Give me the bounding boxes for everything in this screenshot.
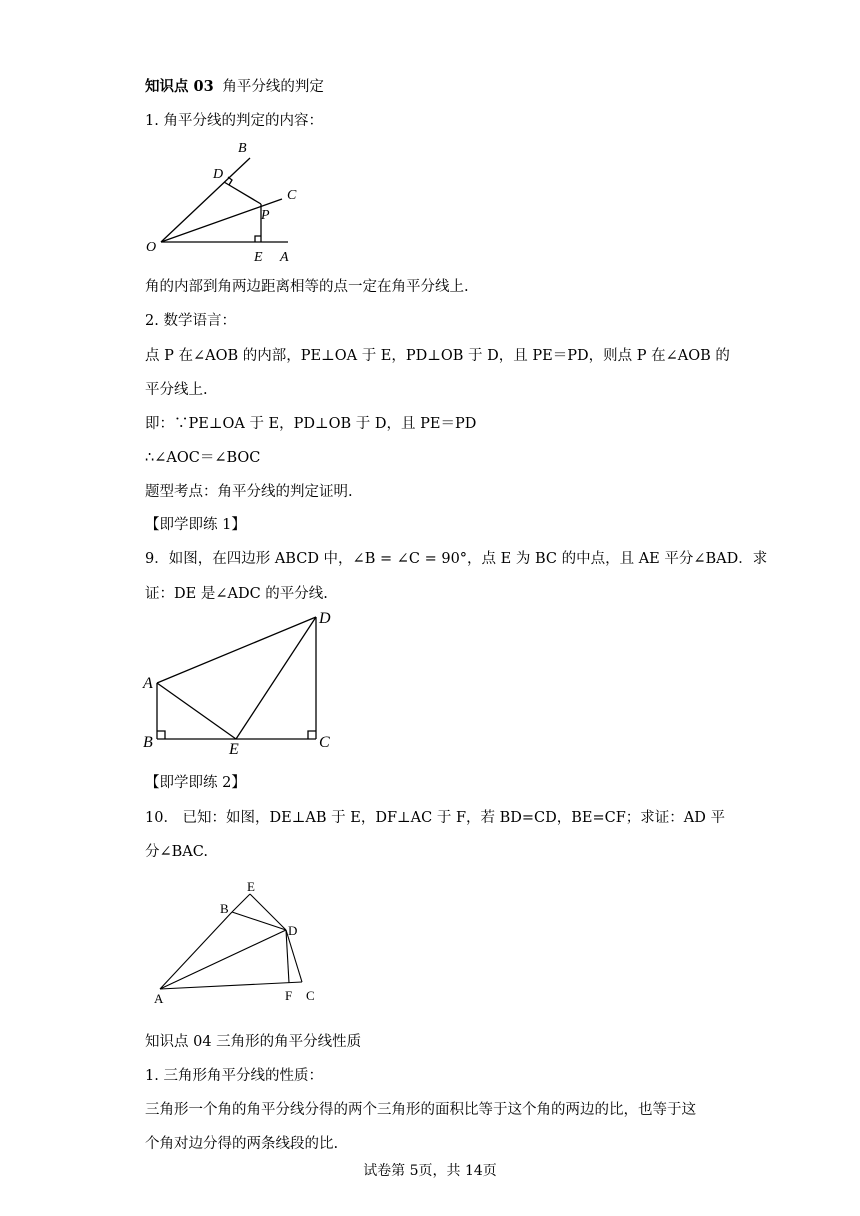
practice2-heading: 【即学即练 2】 [145,775,246,791]
item2-line2: 平分线上. [145,382,208,398]
right-angle-mark-C [308,731,316,739]
label-B: B [143,734,153,751]
item2-line1: 点 P 在∠AOB 的内部，PE⊥OA 于 E，PD⊥OB 于 D，且 PE＝PD，则点 P 在∠AOB 的 [145,348,730,364]
label-O: O [146,240,157,255]
label-A: A [280,250,289,265]
section-number: 知识点 03 [145,78,214,95]
item2-line4: ∴∠AOC＝∠BOC [145,450,261,466]
item2-line3: 即：∵PE⊥OA 于 E，PD⊥OB 于 D，且 PE＝PD [145,416,477,432]
right-angle-mark-B [157,731,165,739]
q9-line1: 9．如图，在四边形 ABCD 中，∠B = ∠C = 90°，点 E 为 BC 的中点，且 AE 平分∠BAD．求 [145,551,768,567]
segment-ED [250,894,286,930]
s4-item1: 1. 三角形角平分线的性质： [145,1068,323,1084]
label-E: E [247,879,255,894]
section-heading-03 [145,75,324,96]
label-A: A [154,991,164,1006]
segment-DE [236,617,316,739]
segment-BE [232,894,250,912]
label-E: E [254,250,263,265]
item2-title: 2. 数学语言： [145,313,236,329]
label-B: B [238,141,247,156]
ray-OB [161,158,250,242]
label-D: D [288,923,298,938]
label-D: D [213,167,224,182]
section-heading-04: 知识点 04 三角形的角平分线性质 [145,1034,362,1050]
figure-angle-bisector [140,135,310,265]
segment-AD [157,617,316,683]
segment-AC [160,982,302,989]
section-title: 角平分线的判定 [222,79,324,95]
label-A: A [143,675,153,692]
figure-triangle-adf [145,875,335,1010]
label-C: C [306,988,315,1003]
q10-line1: 10． 已知：如图，DE⊥AB 于 E，DF⊥AC 于 F，若 BD=CD，BE=CF；求证：AD 平 [145,810,726,826]
q9-line2: 证：DE 是∠ADC 的平分线. [145,586,328,602]
s4-line2: 个角对边分得的两条线段的比. [145,1136,339,1152]
label-B: B [220,901,229,916]
label-D: D [319,610,331,627]
figure-quadrilateral-abcd [140,605,340,758]
q10-line2: 分∠BAC. [145,844,208,860]
segment-AB [160,912,232,989]
segment-AE [157,683,236,739]
right-angle-mark-E [255,236,261,242]
right-angle-mark-D [228,177,232,185]
practice1-heading: 【即学即练 1】 [145,517,246,533]
segment-AD [160,930,286,989]
label-F: F [285,988,293,1003]
s4-line1: 三角形一个角的角平分线分得的两个三角形的面积比等于这个角的两边的比，也等于这 [145,1102,696,1118]
label-E: E [229,741,239,758]
item1-content: 角的内部到角两边距离相等的点一定在角平分线上. [145,279,469,295]
label-C: C [319,734,330,751]
segment-BD [232,912,286,930]
item1-title: 1. 角平分线的判定的内容： [145,113,323,129]
label-P: P [261,208,270,223]
label-C: C [287,188,297,203]
item3: 题型考点：角平分线的判定证明. [145,484,353,500]
page-footer: 试卷第 5页，共 14页 [363,1163,497,1179]
